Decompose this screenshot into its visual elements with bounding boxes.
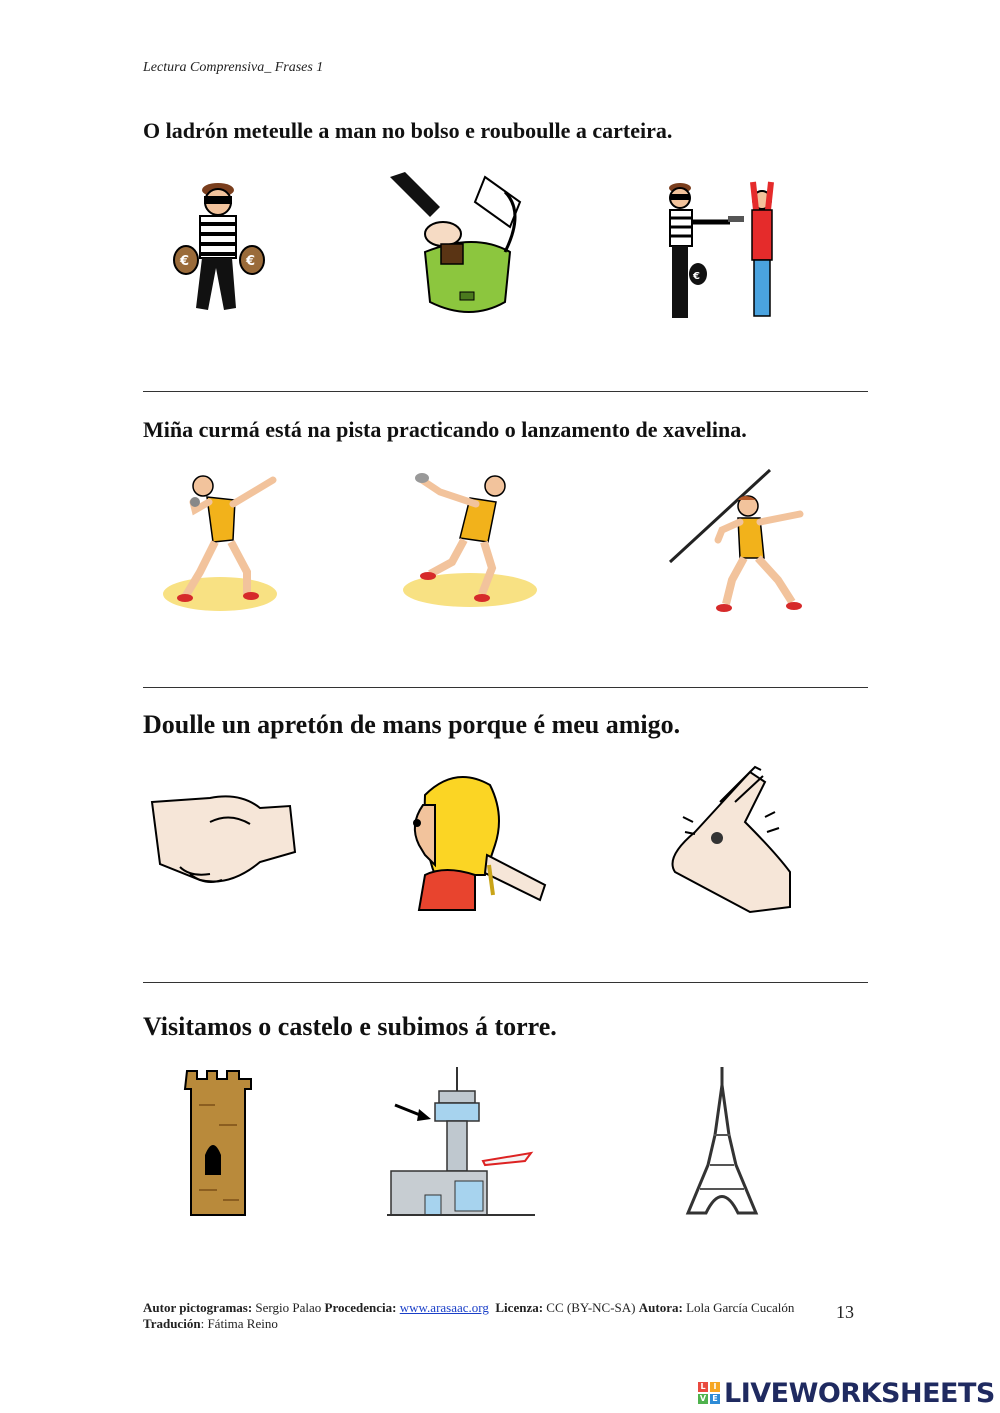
q3-option-2-hair-pulling-picture[interactable] — [395, 765, 565, 925]
q4-option-1-castle-tower-picture[interactable] — [155, 1065, 325, 1225]
source-label: Procedencia: — [324, 1300, 397, 1315]
logo-cell: I — [710, 1382, 720, 1392]
svg-text:€: € — [180, 254, 190, 269]
writer-name: Lola García Cucalón — [686, 1300, 795, 1315]
section-divider — [143, 391, 868, 392]
section-divider — [143, 687, 868, 688]
page-header-title: Lectura Comprensiva_ Frases 1 — [143, 60, 324, 75]
question-3-sentence: Doulle un apretón de mans porque é meu amigo. — [143, 710, 681, 739]
q3-option-3-clapping-picture[interactable] — [655, 762, 825, 922]
license-value: CC (BY-NC-SA) — [546, 1300, 636, 1315]
question-4-sentence: Visitamos o castelo e subimos á torre. — [143, 1012, 557, 1041]
svg-text:€: € — [693, 271, 700, 282]
source-link[interactable]: www.arasaac.org — [399, 1300, 489, 1315]
q2-option-2-discus-picture[interactable] — [400, 462, 570, 622]
logo-cell: E — [710, 1394, 720, 1404]
logo-cell: L — [698, 1382, 708, 1392]
brand-text: LIVEWORKSHEETS — [724, 1377, 995, 1409]
credits-footer: Autor pictogramas: Sergio Palao Procedencia: www.arasaac.org Licenza: CC (BY-NC-SA) Autora: Lola García Cucalón Tradución: Fátima Reino — [143, 1300, 795, 1331]
writer-label: Autora: — [638, 1300, 683, 1315]
q1-option-3-robbery-picture[interactable] — [650, 170, 820, 330]
translation-label: Tradución — [143, 1316, 201, 1331]
translator-name: Fátima Reino — [207, 1316, 278, 1331]
svg-text:€: € — [246, 254, 256, 269]
q4-option-3-eiffel-tower-picture[interactable] — [670, 1065, 840, 1225]
q2-option-1-shot-put-picture[interactable] — [155, 462, 325, 622]
q3-option-1-handshake-picture[interactable] — [150, 762, 320, 922]
q1-option-1-thief-picture[interactable] — [150, 168, 320, 328]
question-2-sentence: Miña curmá está na pista practicando o lanzamento de xavelina. — [143, 417, 747, 442]
logo-cell: V — [699, 1394, 707, 1403]
q2-option-3-javelin-picture[interactable] — [660, 462, 830, 622]
liveworksheets-logo-icon — [698, 1382, 720, 1404]
q1-option-2-pickpocket-picture[interactable] — [385, 172, 555, 332]
section-divider — [143, 982, 868, 983]
license-label: Licenza: — [495, 1300, 544, 1315]
page-number: 13 — [836, 1302, 854, 1322]
author-name: Sergio Palao — [255, 1300, 322, 1315]
liveworksheets-brand[interactable] — [698, 1376, 995, 1410]
author-label: Autor pictogramas: — [143, 1300, 253, 1315]
question-1-sentence: O ladrón meteulle a man no bolso e rouboulle a carteira. — [143, 118, 673, 143]
q4-option-2-control-tower-picture[interactable] — [385, 1065, 555, 1225]
